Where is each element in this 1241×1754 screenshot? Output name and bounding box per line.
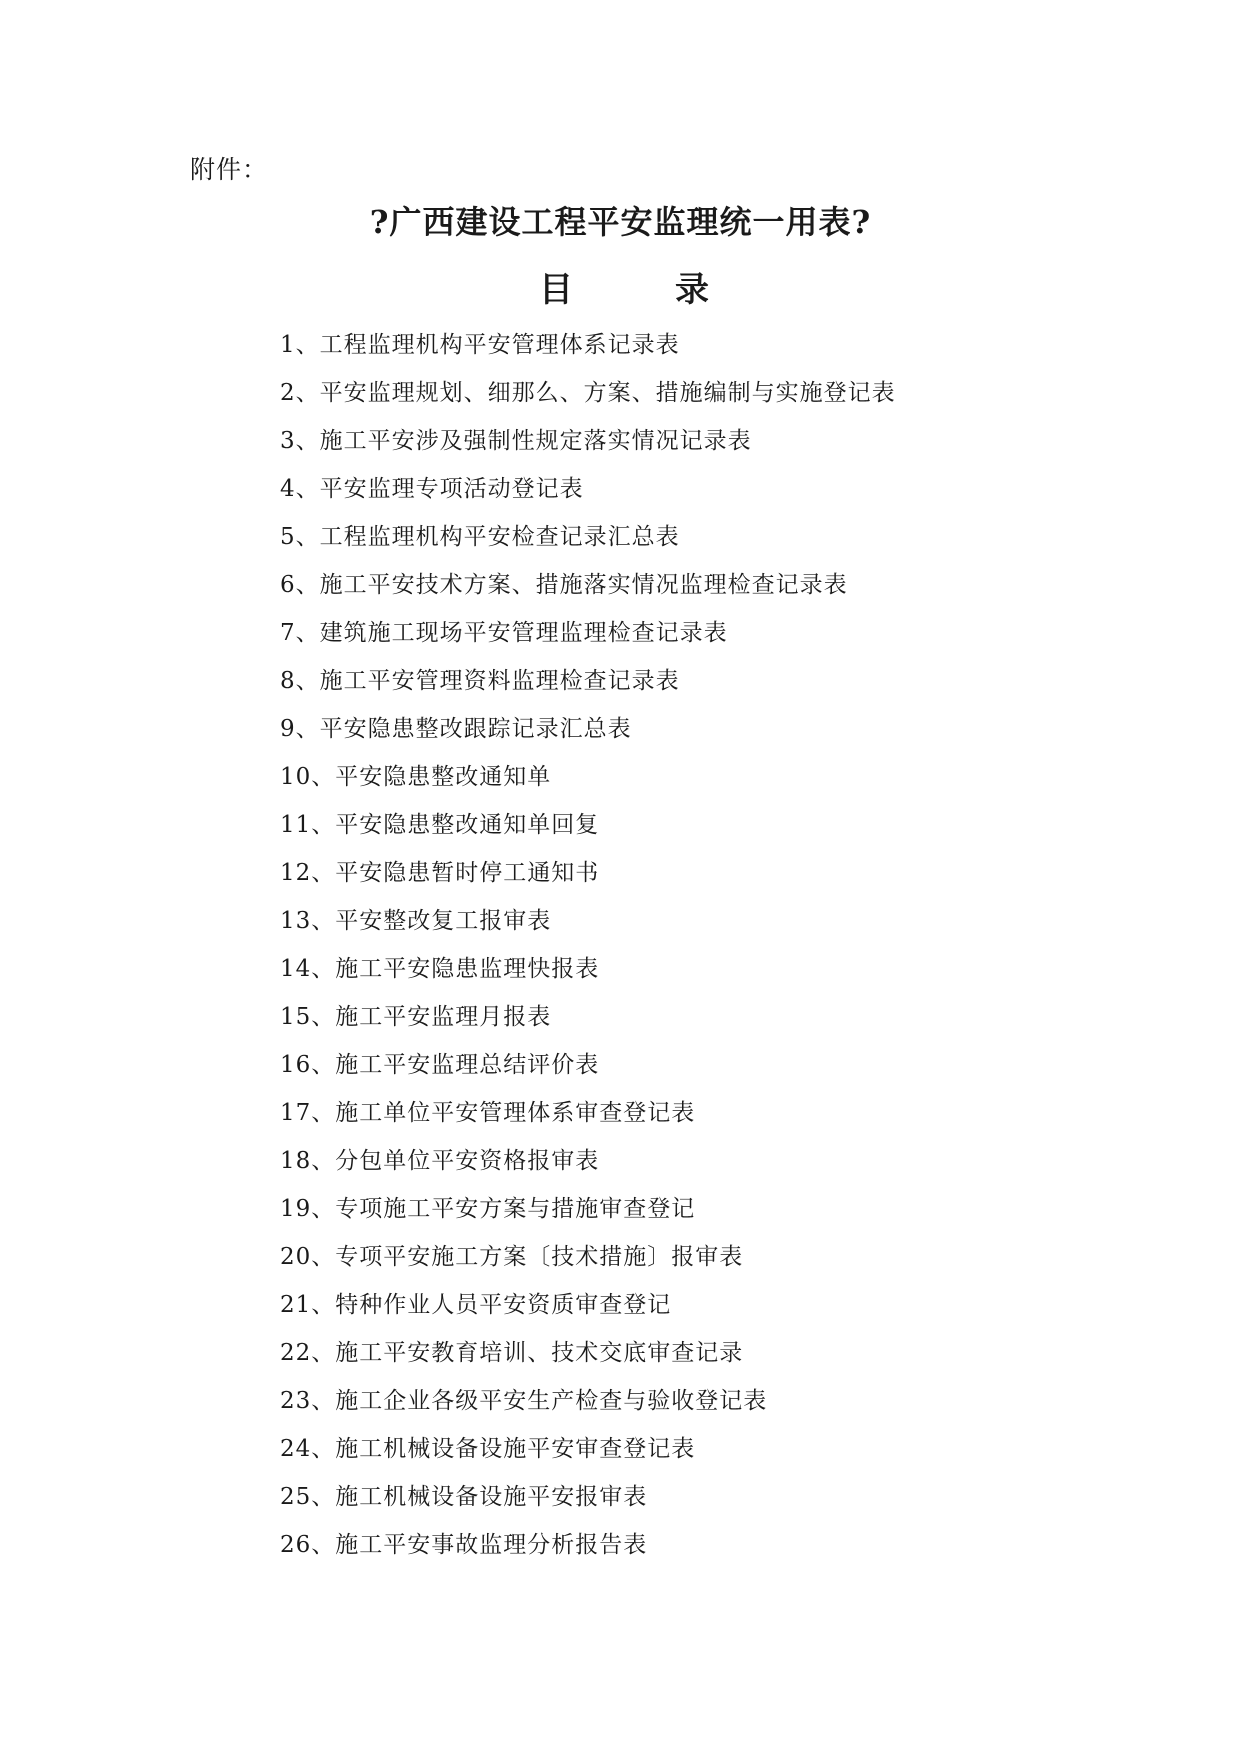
- document-title: ?广西建设工程平安监理统一用表?: [369, 203, 872, 241]
- toc-item: 19、专项施工平安方案与措施审查登记: [280, 1196, 696, 1222]
- toc-item: 17、施工单位平安管理体系审查登记表: [280, 1100, 696, 1126]
- toc-item: 12、平安隐患暂时停工通知书: [280, 860, 600, 886]
- toc-item: 4、平安监理专项活动登记表: [280, 476, 584, 502]
- toc-list: [280, 326, 896, 1574]
- toc-item: 8、施工平安管理资料监理检查记录表: [280, 668, 680, 694]
- toc-item: 7、建筑施工现场平安管理监理检查记录表: [280, 620, 728, 646]
- toc-heading: [539, 262, 709, 311]
- toc-heading-left: 目: [539, 270, 573, 310]
- toc-item: 13、平安整改复工报审表: [280, 908, 552, 934]
- toc-item: 18、分包单位平安资格报审表: [280, 1148, 600, 1174]
- toc-item: 16、施工平安监理总结评价表: [280, 1052, 600, 1078]
- toc-item: 21、特种作业人员平安资质审查登记: [280, 1292, 672, 1318]
- toc-item: 22、施工平安教育培训、技术交底审查记录: [280, 1340, 744, 1366]
- toc-heading-right: 录: [675, 270, 709, 310]
- toc-item: 23、施工企业各级平安生产检查与验收登记表: [280, 1388, 768, 1414]
- toc-item: 10、平安隐患整改通知单: [280, 764, 552, 790]
- toc-item: 25、施工机械设备设施平安报审表: [280, 1484, 648, 1510]
- toc-item: 20、专项平安施工方案〔技术措施〕报审表: [280, 1244, 744, 1270]
- toc-item: 5、工程监理机构平安检查记录汇总表: [280, 524, 680, 550]
- attachment-label: 附件：: [190, 155, 269, 184]
- toc-item: 15、施工平安监理月报表: [280, 1004, 552, 1030]
- toc-item: 14、施工平安隐患监理快报表: [280, 956, 600, 982]
- toc-item: 24、施工机械设备设施平安审查登记表: [280, 1436, 696, 1462]
- toc-item: 26、施工平安事故监理分析报告表: [280, 1532, 648, 1558]
- toc-item: 11、平安隐患整改通知单回复: [280, 812, 600, 838]
- toc-item: 9、平安隐患整改跟踪记录汇总表: [280, 716, 632, 742]
- toc-item: 2、平安监理规划、细那么、方案、措施编制与实施登记表: [280, 380, 896, 406]
- toc-item: 1、工程监理机构平安管理体系记录表: [280, 332, 680, 358]
- toc-item: 3、施工平安涉及强制性规定落实情况记录表: [280, 428, 752, 454]
- toc-item: 6、施工平安技术方案、措施落实情况监理检查记录表: [280, 572, 848, 598]
